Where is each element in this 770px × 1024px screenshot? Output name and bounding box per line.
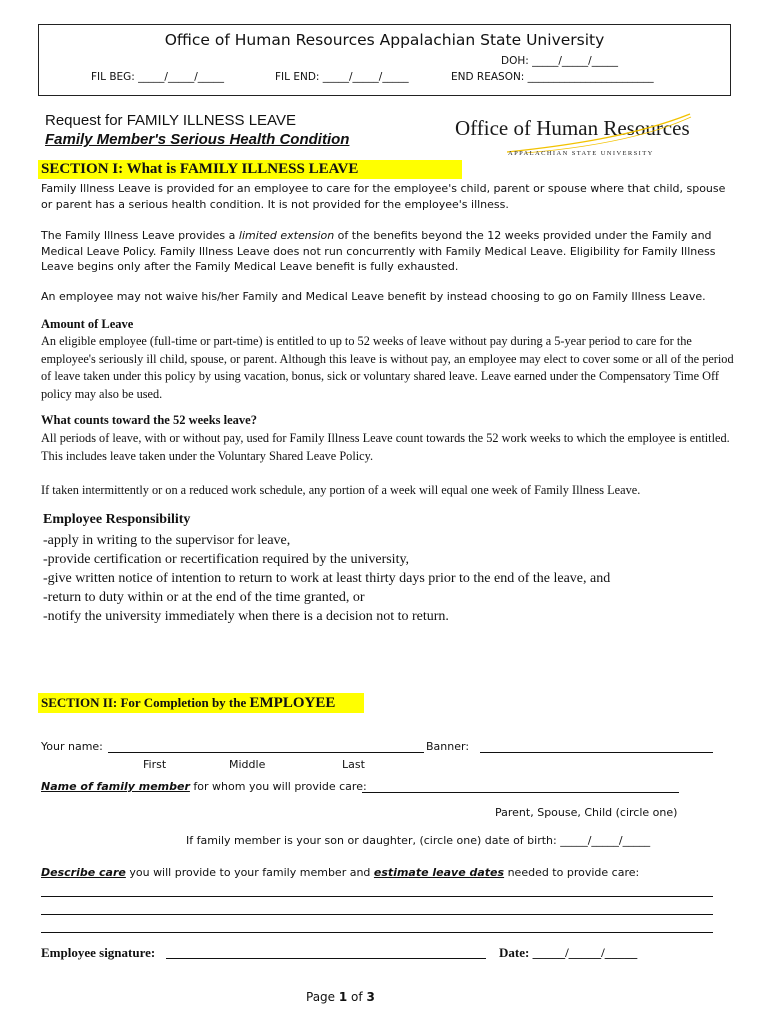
doh-field[interactable]: DOH: _____/_____/_____ xyxy=(501,55,618,67)
family-member-rest: for whom you will provide care: xyxy=(189,780,367,793)
relation-options[interactable]: Parent, Spouse, Child (circle one) xyxy=(495,806,678,819)
dob-field[interactable]: If family member is your son or daughter, (circle one) date of birth: _____/_____/_____ xyxy=(186,834,651,847)
section1-paragraph-3: An employee may not waive his/her Family and Medical Leave benefit by instead choosing to go on Family Illness Leave. xyxy=(41,290,706,303)
page-current: 1 xyxy=(338,990,348,1004)
counts-heading: What counts toward the 52 weeks leave? xyxy=(41,413,257,427)
describe-care-emphasis: Describe care xyxy=(41,866,126,879)
page-number xyxy=(306,990,375,1004)
header-box xyxy=(38,24,731,96)
family-member-label xyxy=(41,780,367,793)
describe-care-end: needed to provide care: xyxy=(504,866,640,879)
responsibility-item: -provide certification or recertification required by the university, xyxy=(43,552,410,567)
fil-end-field[interactable]: FIL END: _____/_____/_____ xyxy=(275,71,409,83)
section2-title-emphasis: EMPLOYEE xyxy=(249,695,336,711)
your-name-input[interactable] xyxy=(108,752,424,753)
request-title: Request for FAMILY ILLNESS LEAVE xyxy=(45,112,296,129)
describe-care-label xyxy=(41,866,639,879)
section1-title: SECTION I: What is FAMILY ILLNESS LEAVE xyxy=(38,160,462,179)
banner-input[interactable] xyxy=(480,752,713,753)
p2-text-after: of the benefits beyond the 12 weeks provided under the Family and Medical Leave Policy. Family Illness Leave does not run concurrently with Family Medical Leave. Eligibility for Family Illness Leave begins only after the Family Medical Leave benefit is fully exhausted. xyxy=(41,229,716,273)
amount-text: An eligible employee (full-time or part-time) is entitled to up to 52 weeks of leave without pay during a 5-year period to care for the employee's seriously ill child, spouse, or parent. Although this leave is without pay, an employee may elect to cover some or all of the period of leave taken under this policy by using vacation, bonus, sick or voluntary shared leave. Leave earned under the Compensatory Time Off policy may also be used. xyxy=(41,334,734,401)
your-name-label: Your name: xyxy=(41,740,103,753)
counts-text: All periods of leave, with or without pay, used for Family Illness Leave count towards the 52 work weeks to which the employee is entitled. This includes leave taken under the Voluntary Shared Leave Policy. xyxy=(41,431,730,463)
section1-paragraph-1: Family Illness Leave is provided for an employee to care for the employee's child, parent or spouse where that child, spouse or parent has a serious health condition. It is not provided for the employee's illness. xyxy=(41,182,726,211)
first-name-caption: First xyxy=(143,758,167,771)
describe-care-mid: you will provide to your family member and xyxy=(125,866,374,879)
estimate-dates-emphasis: estimate leave dates xyxy=(373,866,505,879)
hr-logo xyxy=(450,112,690,162)
responsibility-item: -give written notice of intention to return to work at least thirty days prior to the end of the leave, and xyxy=(43,571,611,586)
signature-label: Employee signature: xyxy=(41,945,156,960)
responsibility-heading: Employee Responsibility xyxy=(43,512,191,527)
page-total: 3 xyxy=(366,990,375,1004)
signature-input[interactable] xyxy=(166,958,486,959)
family-member-input[interactable] xyxy=(362,792,679,793)
banner-label: Banner: xyxy=(426,740,470,753)
middle-name-caption: Middle xyxy=(229,758,266,771)
end-reason-field[interactable]: END REASON: ________________________ xyxy=(451,71,654,83)
care-description-line[interactable] xyxy=(41,896,713,897)
responsibility-item: -apply in writing to the supervisor for leave, xyxy=(43,533,291,548)
section1-paragraph-2 xyxy=(41,228,731,275)
page-prefix: Page xyxy=(306,990,339,1004)
header-title: Office of Human Resources Appalachian State University xyxy=(164,31,605,49)
fil-beg-field[interactable]: FIL BEG: _____/_____/_____ xyxy=(91,71,224,83)
intermittent-text: If taken intermittently or on a reduced work schedule, any portion of a week will equal one week of Family Illness Leave. xyxy=(41,483,641,497)
section2-title xyxy=(38,693,364,713)
responsibility-item: -return to duty within or at the end of the time granted, or xyxy=(43,590,365,605)
date-field[interactable]: Date: _____/_____/_____ xyxy=(499,945,638,960)
p2-text-before: The Family Illness Leave provides a xyxy=(41,229,239,242)
amount-heading: Amount of Leave xyxy=(41,317,134,331)
page-of: of xyxy=(347,990,367,1004)
logo-text: Office of Human Resources xyxy=(455,116,690,140)
request-subtitle: Family Member's Serious Health Condition xyxy=(45,131,350,148)
p2-italic: limited extension xyxy=(238,229,335,242)
family-member-emphasis: Name of family member xyxy=(41,780,190,793)
last-name-caption: Last xyxy=(342,758,365,771)
logo-subtext: APPALACHIAN STATE UNIVERSITY xyxy=(508,150,654,157)
care-description-line[interactable] xyxy=(41,932,713,933)
care-description-line[interactable] xyxy=(41,914,713,915)
section2-title-prefix: SECTION II: For Completion by the xyxy=(41,695,250,710)
responsibility-item: -notify the university immediately when there is a decision not to return. xyxy=(43,609,449,624)
